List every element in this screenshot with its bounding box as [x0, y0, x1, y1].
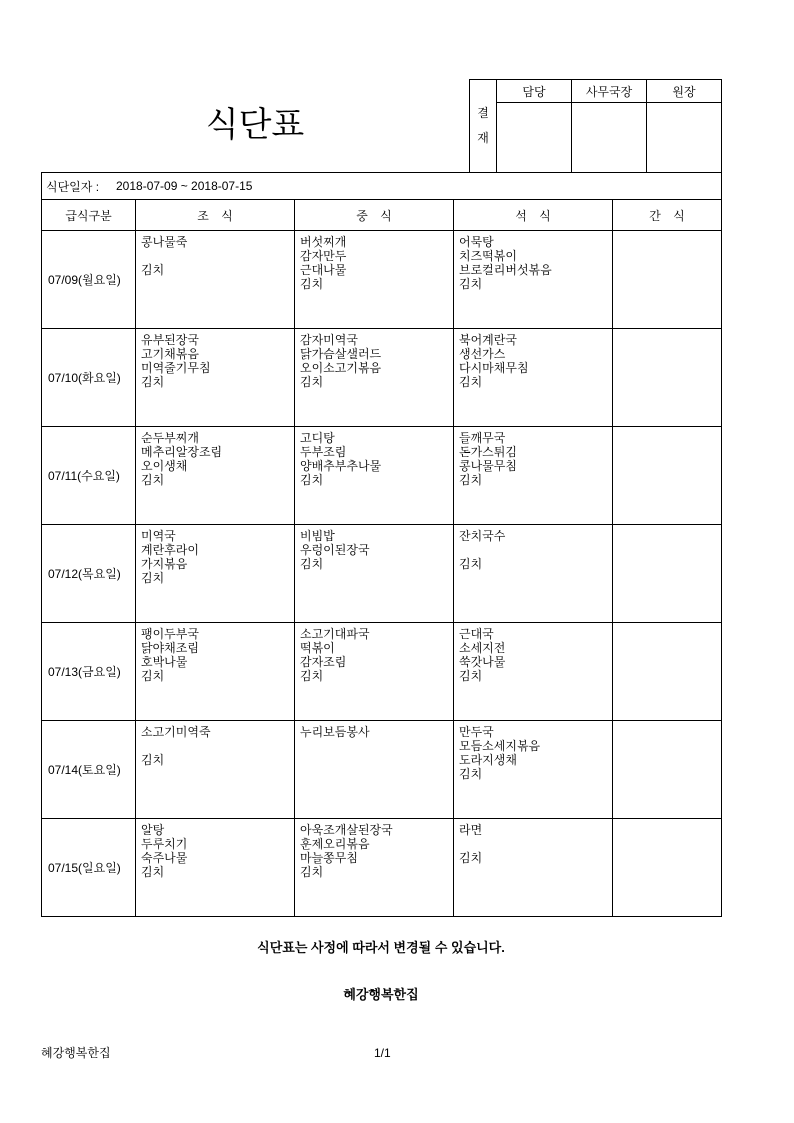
menu-item: 김치 [141, 473, 165, 487]
breakfast-cell [136, 525, 294, 622]
dinner-cell [454, 525, 612, 622]
day-label: 07/12(목요일) [42, 525, 135, 622]
menu-item: 김치 [459, 473, 483, 487]
period-label: 식단일자 : [46, 179, 100, 194]
lunch-cell [295, 231, 453, 328]
menu-item: 숙주나물 [141, 851, 188, 865]
menu-item: 만두국 [459, 725, 494, 739]
breakfast-cell [136, 427, 294, 524]
approval-label-char: 결 [477, 106, 489, 120]
dinner-cell [454, 623, 612, 720]
dinner-cell [454, 329, 612, 426]
snack-cell [613, 525, 721, 622]
signature-box-staff [497, 103, 571, 172]
menu-item: 치즈떡볶이 [459, 249, 517, 263]
menu-item: 김치 [459, 767, 483, 781]
menu-item [141, 249, 290, 263]
approval-role-director: 원장 [647, 80, 721, 102]
menu-item: 감자조림 [300, 655, 347, 669]
header-category: 급식구분 [42, 200, 135, 230]
menu-item: 가지볶음 [141, 557, 188, 571]
lunch-cell [295, 525, 453, 622]
menu-item [459, 543, 608, 557]
breakfast-cell [136, 329, 294, 426]
menu-item: 호박나물 [141, 655, 188, 669]
approval-role-staff: 담당 [497, 80, 571, 102]
lunch-cell [295, 623, 453, 720]
header-dinner: 석 식 [454, 200, 612, 230]
menu-item: 아욱조개살된장국 [300, 823, 393, 837]
lunch-cell [295, 819, 453, 916]
breakfast-cell [136, 721, 294, 818]
header-lunch: 중 식 [295, 200, 453, 230]
menu-item: 콩나물무침 [459, 459, 517, 473]
snack-cell [613, 427, 721, 524]
menu-item: 오이소고기볶음 [300, 361, 382, 375]
menu-item: 소세지전 [459, 641, 506, 655]
menu-item: 김치 [459, 851, 483, 865]
menu-item: 북어계란국 [459, 333, 517, 347]
dinner-cell [454, 231, 612, 328]
menu-item: 어묵탕 [459, 235, 494, 249]
menu-item: 고기채볶음 [141, 347, 199, 361]
snack-cell [613, 329, 721, 426]
menu-item: 김치 [141, 571, 165, 585]
menu-item: 도라지생채 [459, 753, 517, 767]
menu-item: 메추리알장조림 [141, 445, 223, 459]
menu-item: 떡볶이 [300, 641, 335, 655]
menu-item: 근대국 [459, 627, 494, 641]
menu-item: 브로컬리버섯볶음 [459, 263, 552, 277]
menu-item: 근대나물 [300, 263, 347, 277]
page-number: 1/1 [374, 1046, 391, 1060]
day-label: 07/11(수요일) [42, 427, 135, 524]
approval-role-secretary-general: 사무국장 [572, 80, 646, 102]
menu-item: 두부조림 [300, 445, 347, 459]
meal-plan-table [41, 172, 722, 917]
menu-item: 누리보듬봉사 [300, 725, 370, 739]
menu-item: 김치 [300, 375, 324, 389]
day-label: 07/10(화요일) [42, 329, 135, 426]
approval-box [469, 79, 722, 173]
menu-item: 고디탕 [300, 431, 335, 445]
day-label: 07/13(금요일) [42, 623, 135, 720]
menu-item: 닭야채조림 [141, 641, 199, 655]
menu-item: 오이생채 [141, 459, 188, 473]
menu-item: 들깨무국 [459, 431, 506, 445]
menu-item: 김치 [141, 669, 165, 683]
menu-item: 김치 [300, 277, 324, 291]
period-row [42, 173, 721, 199]
menu-item: 김치 [300, 557, 324, 571]
dinner-cell [454, 427, 612, 524]
dinner-cell [454, 819, 612, 916]
menu-item: 생선가스 [459, 347, 506, 361]
day-label: 07/14(토요일) [42, 721, 135, 818]
signature-box-director [647, 103, 721, 172]
day-label: 07/09(월요일) [42, 231, 135, 328]
menu-item: 김치 [300, 669, 324, 683]
day-label: 07/15(일요일) [42, 819, 135, 916]
menu-item: 김치 [459, 277, 483, 291]
organization-name: 혜강행복한집 [343, 987, 419, 1002]
menu-item: 팽이두부국 [141, 627, 199, 641]
header-snack: 간 식 [613, 200, 721, 230]
signature-box-secretary-general [572, 103, 646, 172]
snack-cell [613, 819, 721, 916]
document-title: 식단표 [205, 106, 305, 144]
approval-label-char: 재 [477, 131, 489, 145]
menu-item: 양배추부추나물 [300, 459, 382, 473]
menu-item: 김치 [459, 557, 483, 571]
snack-cell [613, 721, 721, 818]
approval-label [470, 80, 496, 172]
menu-item: 쑥갓나물 [459, 655, 506, 669]
menu-item: 김치 [141, 865, 165, 879]
menu-item: 감자미역국 [300, 333, 358, 347]
breakfast-cell [136, 623, 294, 720]
menu-item: 모듬소세지볶음 [459, 739, 541, 753]
lunch-cell [295, 427, 453, 524]
menu-item: 미역줄기무침 [141, 361, 211, 375]
menu-item: 소고기대파국 [300, 627, 370, 641]
menu-item: 김치 [141, 375, 165, 389]
menu-item: 돈가스튀김 [459, 445, 517, 459]
menu-item [141, 739, 290, 753]
menu-item: 유부된장국 [141, 333, 199, 347]
menu-item: 두루치기 [141, 837, 188, 851]
menu-item: 감자만두 [300, 249, 347, 263]
menu-item: 닭가슴살샐러드 [300, 347, 382, 361]
lunch-cell [295, 329, 453, 426]
menu-item: 김치 [459, 375, 483, 389]
menu-item: 라면 [459, 823, 483, 837]
menu-item: 계란후라이 [141, 543, 199, 557]
menu-item: 소고기미역죽 [141, 725, 211, 739]
menu-item: 김치 [141, 263, 165, 277]
menu-item: 훈제오리볶음 [300, 837, 370, 851]
menu-item: 미역국 [141, 529, 176, 543]
period-range: 2018-07-09 ~ 2018-07-15 [116, 179, 253, 193]
menu-item: 김치 [459, 669, 483, 683]
footer-organization: 혜강행복한집 [41, 1046, 111, 1060]
menu-item: 김치 [300, 473, 324, 487]
menu-item [459, 837, 608, 851]
breakfast-cell [136, 819, 294, 916]
menu-item: 순두부찌개 [141, 431, 199, 445]
menu-item: 마늘쫑무침 [300, 851, 358, 865]
menu-item: 다시마채무침 [459, 361, 529, 375]
breakfast-cell [136, 231, 294, 328]
snack-cell [613, 231, 721, 328]
lunch-cell [295, 721, 453, 818]
menu-item: 알탕 [141, 823, 165, 837]
menu-item: 버섯찌개 [300, 235, 347, 249]
change-notice: 식단표는 사정에 따라서 변경될 수 있습니다. [257, 940, 505, 955]
dinner-cell [454, 721, 612, 818]
header-breakfast: 조 식 [136, 200, 294, 230]
menu-item: 콩나물죽 [141, 235, 188, 249]
menu-item: 비빔밥 [300, 529, 335, 543]
menu-item: 김치 [300, 865, 324, 879]
menu-item: 우렁이된장국 [300, 543, 370, 557]
menu-item: 김치 [141, 753, 165, 767]
snack-cell [613, 623, 721, 720]
menu-item: 잔치국수 [459, 529, 506, 543]
